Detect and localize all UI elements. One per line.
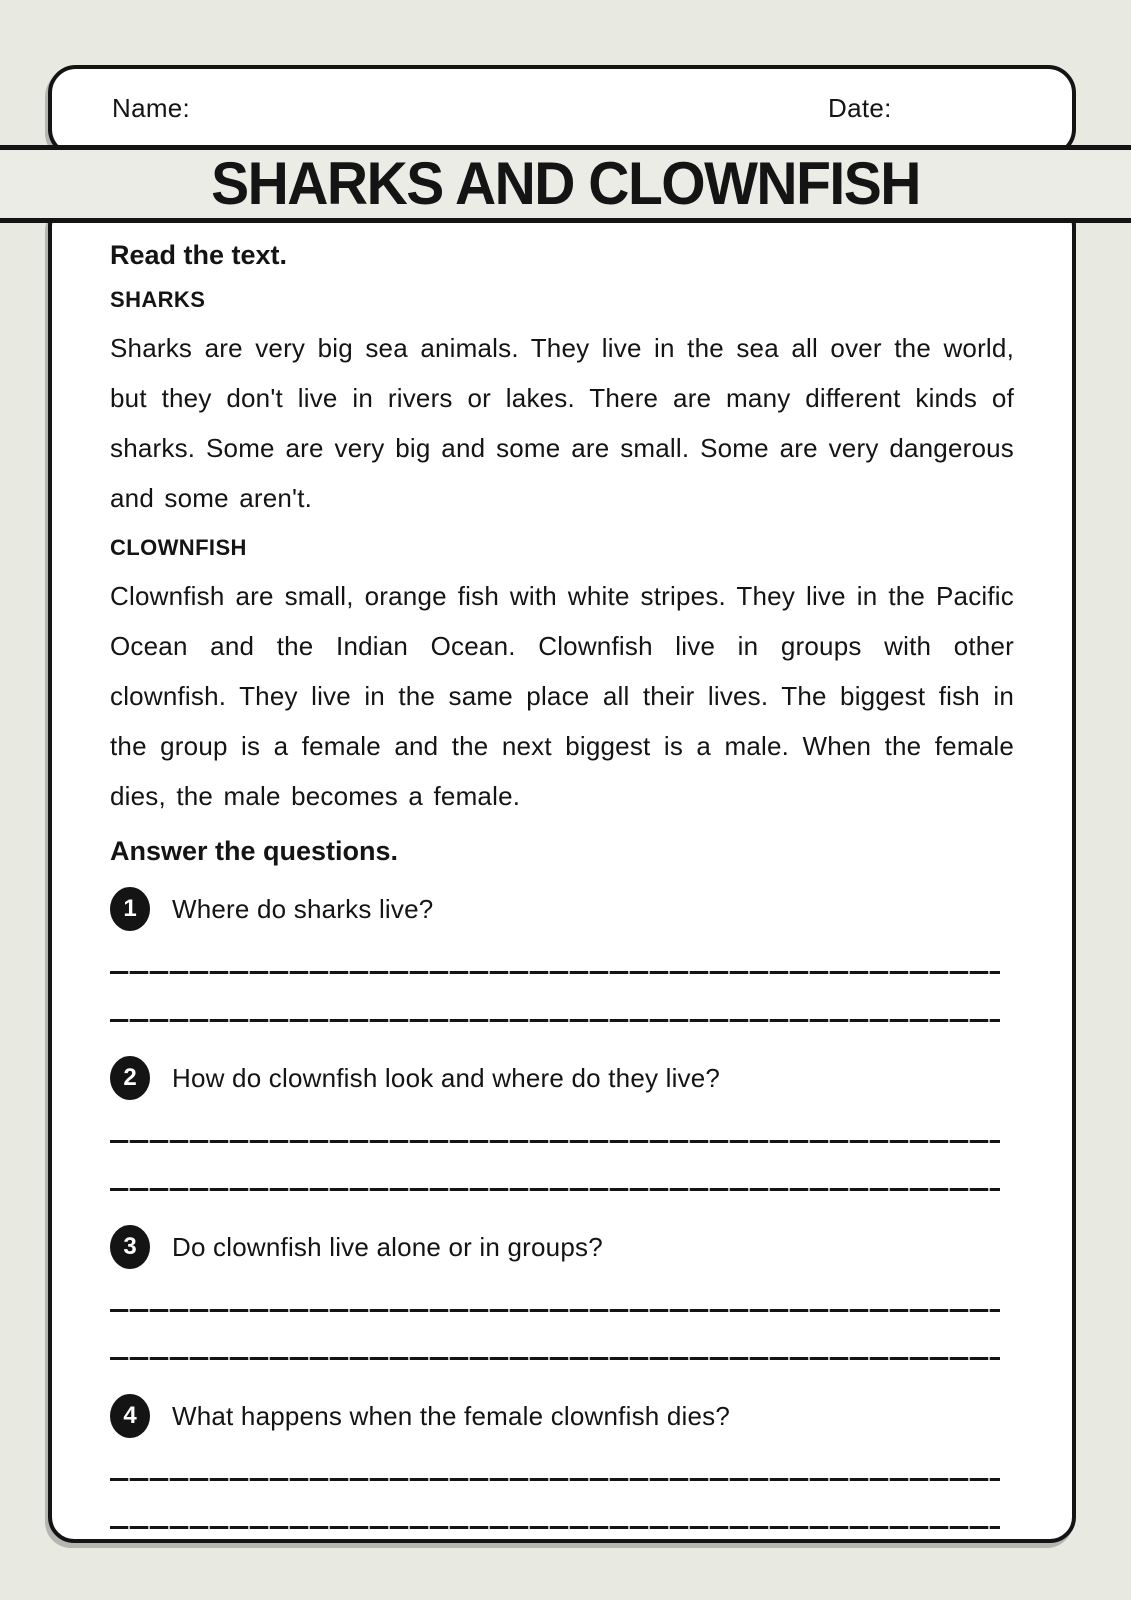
question-row [110,1056,1014,1100]
answer-line[interactable] [110,1309,1000,1312]
answer-line[interactable] [110,971,1000,974]
question-block-4 [110,1394,1014,1529]
question-row [110,1225,1014,1269]
date-label: Date: [828,93,892,123]
answer-line[interactable] [110,1357,1000,1360]
answer-instruction: Answer the questions. [110,836,399,866]
answer-line[interactable] [110,1188,1000,1191]
question-block-1 [110,887,1014,1022]
worksheet-title: SHARKS AND CLOWNFISH [211,150,920,218]
question-number-badge: 3 [110,1225,150,1269]
question-number-badge: 2 [110,1056,150,1100]
worksheet-body [48,200,1076,1543]
question-text: Where do sharks live? [172,893,434,924]
answer-line[interactable] [110,1019,1000,1022]
passage-heading-clownfish: CLOWNFISH [110,535,247,560]
passage-text-sharks: Sharks are very big sea animals. They live in the sea all over the world, but they don't live in rivers or lakes. There are many different kinds of sharks. Some are very big and some are small. Some are very dangerous and some aren't. [110,333,1014,513]
question-text: What happens when the female clownfish dies? [172,1400,731,1431]
question-text: Do clownfish live alone or in groups? [172,1231,603,1262]
question-row [110,1394,1014,1438]
name-label: Name: [112,93,191,123]
answer-line[interactable] [110,1526,1000,1529]
passage-heading-sharks: SHARKS [110,287,206,312]
name-date-box [48,65,1076,157]
read-instruction: Read the text. [110,240,288,270]
question-number-badge: 4 [110,1394,150,1438]
passage-text-clownfish: Clownfish are small, orange fish with white stripes. They live in the Pacific Ocean and the Indian Ocean. Clownfish live in groups with other clownfish. They live in the same place all their lives. The biggest fish in the group is a female and the next biggest is a male. When the female dies, the male becomes a female. [110,581,1014,811]
title-band [0,145,1131,223]
question-text: How do clownfish look and where do they live? [172,1062,721,1093]
answer-line[interactable] [110,1140,1000,1143]
question-row [110,887,1014,931]
answer-line[interactable] [110,1478,1000,1481]
question-number-badge: 1 [110,887,150,931]
question-block-2 [110,1056,1014,1191]
question-block-3 [110,1225,1014,1360]
